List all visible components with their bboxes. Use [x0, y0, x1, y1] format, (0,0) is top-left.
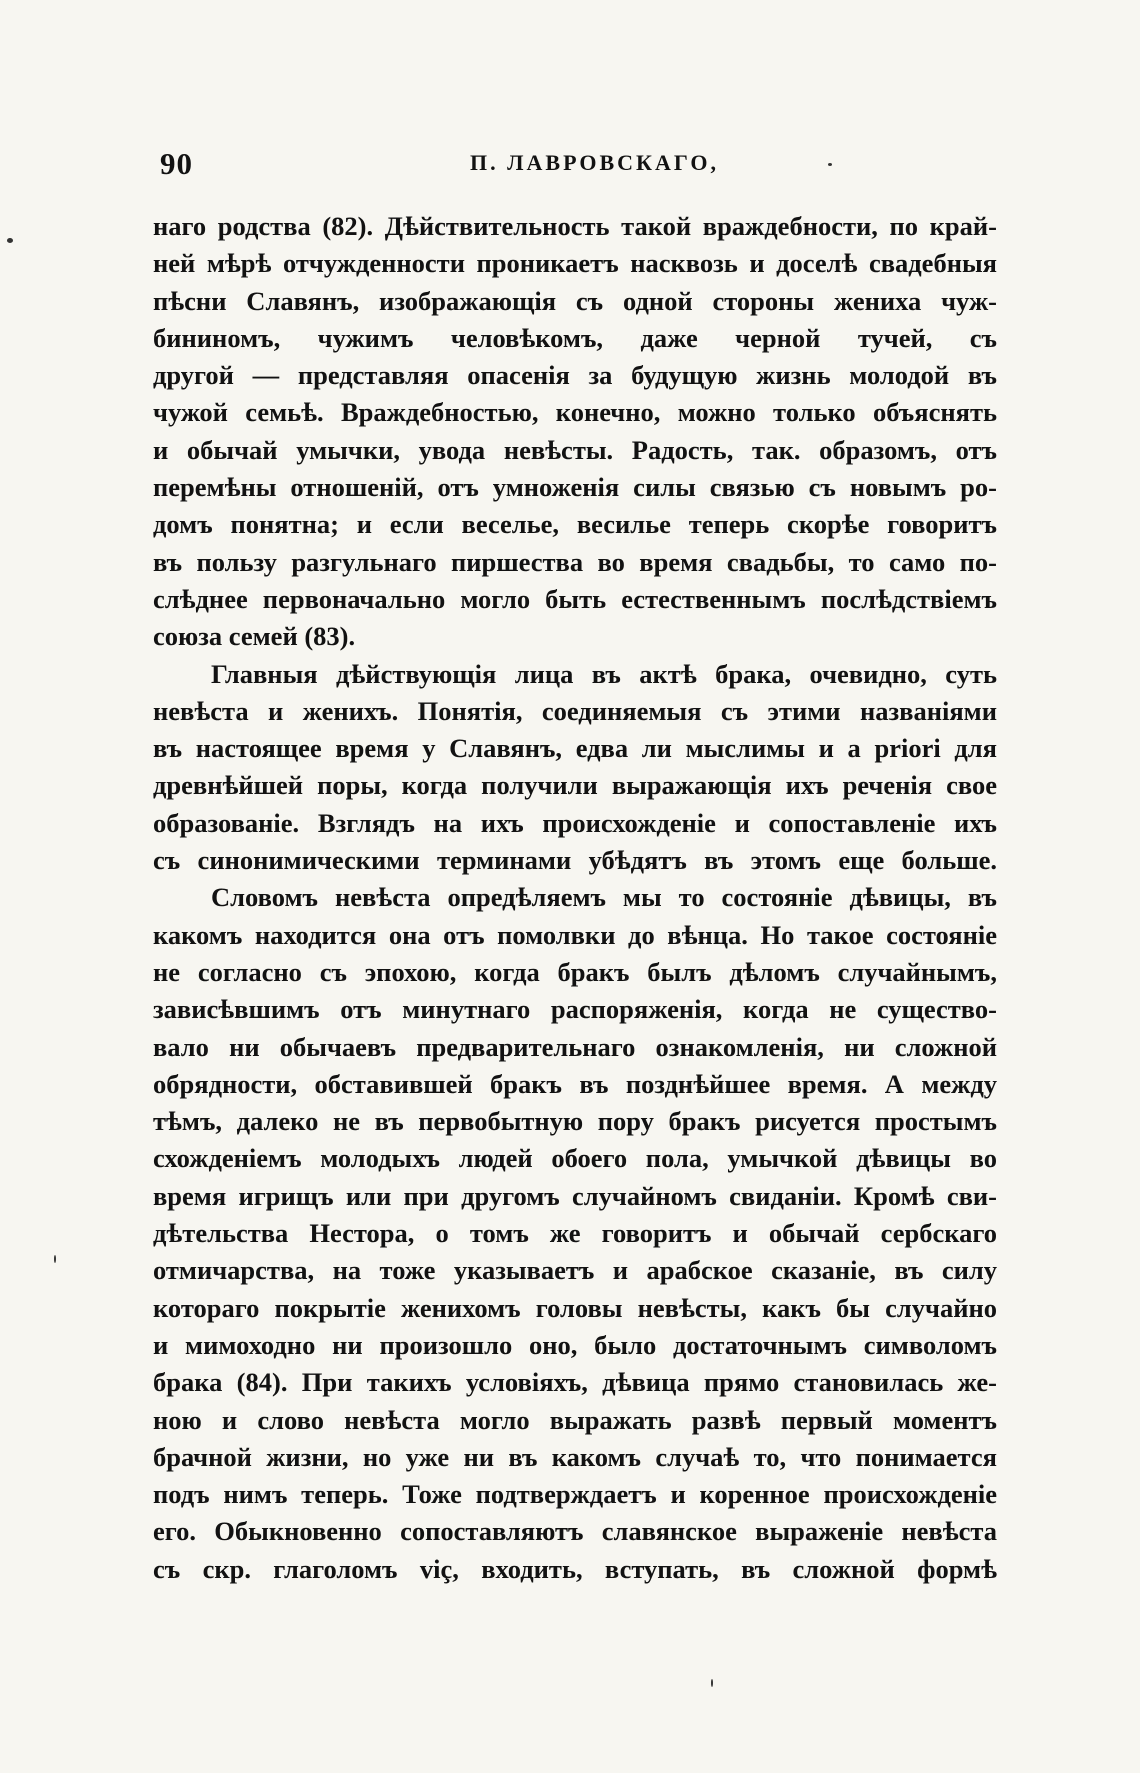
- paragraph-1: [153, 208, 997, 656]
- text-line: образованіе. Взглядъ на ихъ происхожденіе и сопоставленіе ихъ: [153, 807, 997, 838]
- text-line: брака (84). При такихъ условіяхъ, дѣвица прямо становилась же-: [153, 1367, 997, 1398]
- text-line: какомъ находится она отъ помолвки до вѣнца. Но такое состояніе: [153, 919, 997, 950]
- text-line: и мимоходно ни произошло оно, было достаточнымъ символомъ: [153, 1329, 997, 1360]
- text-line: ною и слово невѣста могло выражать развѣ первый моментъ: [153, 1404, 997, 1435]
- text-line: съ синонимическими терминами убѣдятъ въ этомъ еще больше.: [153, 845, 997, 876]
- text-line: ней мѣрѣ отчужденности проникаетъ насквозь и доселѣ свадебныя: [153, 248, 997, 279]
- text-line: чужой семьѣ. Враждебностью, конечно, можно только объяснять: [153, 397, 997, 428]
- text-line: пѣсни Славянъ, изображающія съ одной стороны жениха чуж-: [153, 285, 997, 316]
- text-line: въ настоящее время у Славянъ, едва ли мыслимы и a priori для: [153, 733, 997, 764]
- text-line: наго родства (82). Дѣйствительность такой враждебности, по край-: [153, 211, 997, 241]
- text-line: слѣднее первоначально могло быть естественнымъ послѣдствіемъ: [153, 583, 997, 614]
- text-line: зависѣвшимъ отъ минутнаго распоряженія, когда не существо-: [153, 994, 997, 1025]
- scan-speck: [54, 1255, 56, 1263]
- text-line: подъ нимъ теперь. Тоже подтверждаетъ и коренное происхожденіе: [153, 1479, 997, 1510]
- text-line: котораго покрытіе женихомъ головы невѣсты, какъ бы случайно: [153, 1292, 997, 1323]
- text-line: вало ни обычаевъ предварительнаго ознакомленія, ни сложной: [153, 1031, 997, 1062]
- paragraph-3: [153, 879, 997, 1588]
- text-line: перемѣны отношеній, отъ умноженія силы связью съ новымъ ро-: [153, 472, 997, 503]
- scan-speck: [711, 1679, 713, 1687]
- text-line: невѣста и женихъ. Понятія, соединяемыя съ этими названіями: [153, 695, 997, 726]
- text-line: его. Обыкновенно сопоставляютъ славянское выраженіе невѣста: [153, 1516, 997, 1547]
- text-line: обрядности, обставившей бракъ въ позднѣйшее время. А между: [153, 1068, 997, 1099]
- text-line: союза семей (83).: [153, 621, 356, 652]
- page-number: 90: [160, 146, 193, 181]
- text-line: бининомъ, чужимъ человѣкомъ, даже черной тучей, съ: [153, 322, 997, 353]
- text-line: Словомъ невѣста опредѣляемъ мы то состояніе дѣвицы, въ: [211, 882, 997, 913]
- running-head: П. ЛАВРОВСКАГО,: [470, 150, 719, 175]
- text-line: другой — представляя опасенія за будущую жизнь молодой въ: [153, 360, 997, 391]
- text-line: время игрищъ или при другомъ случайномъ свиданіи. Кромѣ сви-: [153, 1180, 997, 1211]
- body-text: [153, 208, 997, 1588]
- text-line: не согласно съ эпохою, когда бракъ былъ дѣломъ случайнымъ,: [153, 956, 997, 987]
- text-line: тѣмъ, далеко не въ первобытную пору бракъ рисуется простымъ: [153, 1106, 997, 1137]
- text-line: въ пользу разгульнаго пиршества во время свадьбы, то само по-: [153, 546, 997, 577]
- text-line: древнѣйшей поры, когда получили выражающія ихъ реченія свое: [153, 770, 997, 801]
- text-line: и обычай умычки, увода невѣсты. Радость, так. образомъ, отъ: [153, 434, 997, 465]
- page-header: [160, 146, 1000, 186]
- text-line: домъ понятна; и если веселье, весилье теперь скорѣе говоритъ: [153, 509, 997, 540]
- text-line: схожденіемъ молодыхъ людей обоего пола, умычкой дѣвицы во: [153, 1143, 997, 1174]
- scan-speck: [7, 238, 13, 243]
- text-line: отмичарства, на тоже указываетъ и арабское сказаніе, въ силу: [153, 1255, 997, 1286]
- paragraph-2: [153, 656, 997, 880]
- text-line: съ скр. глаголомъ viç, входить, вступать, въ сложной формѣ: [153, 1553, 997, 1584]
- scan-speck: [828, 163, 832, 166]
- text-line: Главныя дѣйствующія лица въ актѣ брака, очевидно, суть: [211, 658, 997, 689]
- text-line: дѣтельства Нестора, о томъ же говоритъ и обычай сербскаго: [153, 1218, 997, 1249]
- text-line: брачной жизни, но уже ни въ какомъ случаѣ то, что понимается: [153, 1441, 997, 1472]
